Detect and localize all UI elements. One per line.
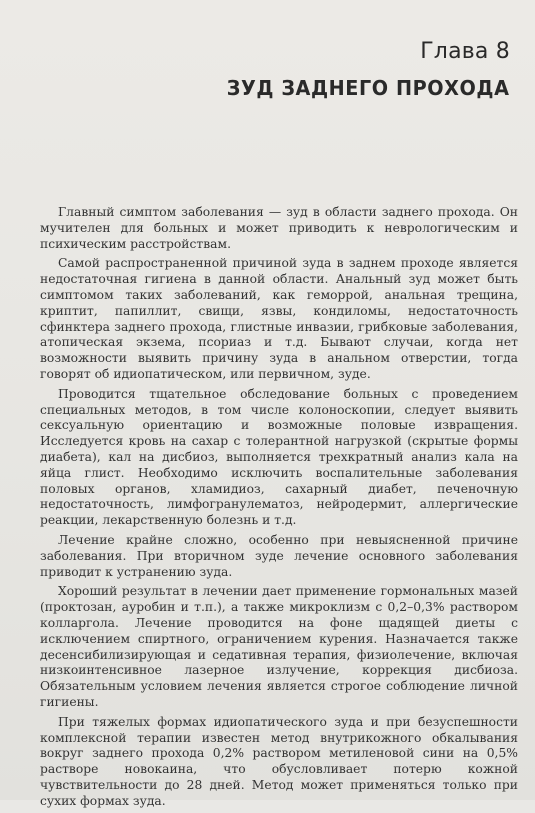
chapter-body-text xyxy=(40,205,518,813)
paragraph-treatment-methods: Хороший результат в лечении дает применение гормональных мазей (проктозан, ауробин и т.п.), а также микроклизм с 0,2–0,3% раствором колларгола. Лечение проводится на фоне щадящей диеты с исключением спиртного, ограничением курения. Назначается также десенсибилизирующая и седативная терапия, физиолечение, включая низкоинтенсивное лазерное излучение, коррекция дисбиоза. Обязательным условием лечения является строгое соблюдение личной гигиены. xyxy=(40,584,518,709)
paragraph-examination: Проводится тщательное обследование больных с проведением специальных методов, в том числе колоноскопии, следует выявить сексуальную ориентацию и возможные половые извращения. Исследуется кровь на сахар с толерантной нагрузкой (скрытые формы диабета), кал на дисбиоз, выполняется трехкратный анализ кала на яйца глист. Необходимо исключить воспалительные заболевания половых органов, хламидиоз, сахарный диабет, печеночную недостаточность, лимфогранулематоз, нейродермит, аллергические реакции, лекарственную болезнь и т.д. xyxy=(40,386,518,528)
paragraph-causes: Самой распространенной причиной зуда в заднем проходе является недостаточная гигиена в данной области. Анальный зуд может быть симптомом таких заболеваний, как геморрой, анальная трещина, криптит, папиллит, свищи, язвы, кондиломы, недостаточность сфинктера заднего прохода, глистные инвазии, грибковые заболевания, атопическая экзема, псориаз и т.д. Бывают случаи, когда нет возможности выявить причину зуда в анальном отверстии, тогда говорят об идиопатическом, или первичном, зуде. xyxy=(40,256,518,381)
chapter-heading xyxy=(215,38,510,101)
paragraph-severe-forms: При тяжелых формах идиопатического зуда и при безуспешности комплексной терапии известен метод внутрикожного обкалывания вокруг заднего прохода 0,2% раствором метиленовой сини на 0,5% растворе новокаина, что обусловливает потерю кожной чувствительности до 28 дней. Метод может применяться только при сухих формах зуда. xyxy=(40,714,518,808)
paragraph-main-symptom: Главный симптом заболевания — зуд в области заднего прохода. Он мучителен для больных и может приводить к неврологическим и психическим расстройствам. xyxy=(40,205,518,251)
paragraph-treatment-difficulty: Лечение крайне сложно, особенно при невыясненной причине заболевания. При вторичном зуде лечение основного заболевания приводит к устранению зуда. xyxy=(40,532,518,579)
chapter-title: ЗУД ЗАДНЕГО ПРОХОДА xyxy=(227,76,510,100)
chapter-number: Глава 8 xyxy=(420,39,510,64)
